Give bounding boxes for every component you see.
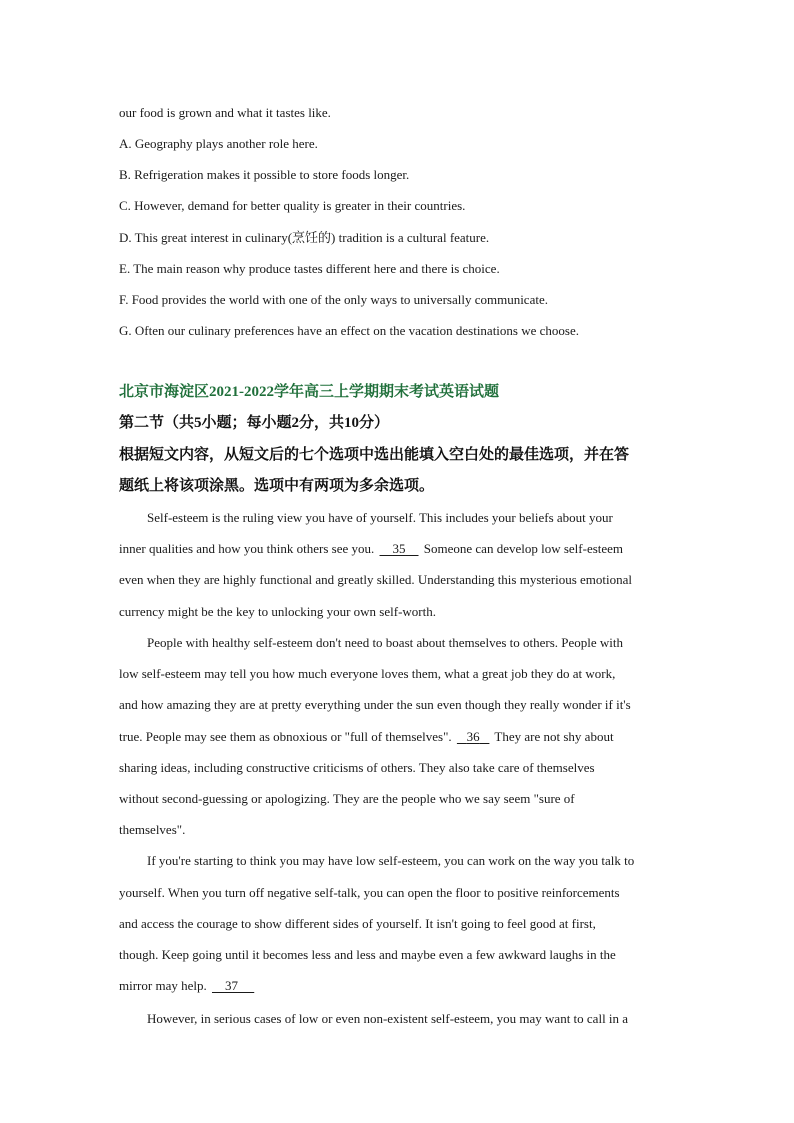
passage-text: They are not shy about — [494, 729, 614, 744]
passage-line: though. Keep going until it becomes less and less and maybe even a few awkward laughs in the — [119, 947, 616, 962]
option-d: D. This great interest in culinary(烹饪的) tradition is a cultural feature. — [119, 230, 490, 245]
exam-title: 北京市海淀区2021-2022学年高三上学期期末考试英语试题 — [119, 384, 499, 400]
passage-line: even when they are highly functional and greatly skilled. Understanding this mysterious emotional — [119, 572, 633, 587]
instruction-line-1: 根据短文内容，从短文后的七个选项中选出能填入空白处的最佳选项，并在答 — [119, 447, 630, 463]
passage-line: However, in serious cases of low or even non-existent self-esteem, you may want to call in a — [147, 1011, 629, 1026]
passage-line: and access the courage to show different sides of yourself. It isn't going to feel good at first, — [119, 916, 596, 931]
option-g: G. Often our culinary preferences have an effect on the vacation destinations we choose. — [119, 323, 579, 338]
blank-number: 35 — [392, 541, 406, 556]
option-e: E. The main reason why produce tastes different here and there is choice. — [119, 261, 500, 276]
passage-line: themselves". — [119, 822, 186, 837]
blank-35 — [378, 540, 421, 558]
passage-line: and how amazing they are at pretty everything under the sun even though they really wonder if it's — [119, 697, 631, 712]
passage-line: currency might be the key to unlocking your own self-worth. — [119, 604, 436, 619]
passage-text: true. People may see them as obnoxious or "full of themselves". — [119, 729, 452, 744]
passage-line: yourself. When you turn off negative self-talk, you can open the floor to positive reinforcements — [119, 885, 620, 900]
passage-line — [119, 540, 679, 558]
blank-36 — [455, 728, 492, 746]
option-a: A. Geography plays another role here. — [119, 136, 318, 151]
passage-text: mirror may help. — [119, 978, 207, 993]
passage-text: inner qualities and how you think others see you. — [119, 541, 375, 556]
passage-line — [119, 977, 679, 995]
blank-37 — [210, 977, 256, 995]
passage-line: If you're starting to think you may have low self-esteem, you can work on the way you talk to — [147, 853, 635, 868]
option-b: B. Refrigeration makes it possible to store foods longer. — [119, 167, 410, 182]
passage-line: Self-esteem is the ruling view you have of yourself. This includes your beliefs about your — [147, 510, 613, 525]
passage-line — [119, 728, 679, 746]
passage-line: People with healthy self-esteem don't need to boast about themselves to others. People with — [147, 635, 624, 650]
section-title: 第二节（共5小题；每小题2分，共10分） — [119, 415, 390, 431]
passage-text: Someone can develop low self-esteem — [423, 541, 624, 556]
blank-number: 37 — [224, 978, 238, 993]
passage-line: without second-guessing or apologizing. They are the people who we say seem "sure of — [119, 791, 575, 806]
instruction-line-2: 题纸上将该项涂黑。选项中有两项为多余选项。 — [119, 478, 435, 494]
passage-line: sharing ideas, including constructive criticisms of others. They also take care of themselves — [119, 760, 595, 775]
passage-line: low self-esteem may tell you how much everyone loves them, what a great job they do at work, — [119, 666, 616, 681]
previous-passage-tail: our food is grown and what it tastes like. — [119, 105, 331, 120]
option-f: F. Food provides the world with one of the only ways to universally communicate. — [119, 292, 548, 307]
option-c: C. However, demand for better quality is greater in their countries. — [119, 198, 466, 213]
blank-number: 36 — [466, 729, 480, 744]
